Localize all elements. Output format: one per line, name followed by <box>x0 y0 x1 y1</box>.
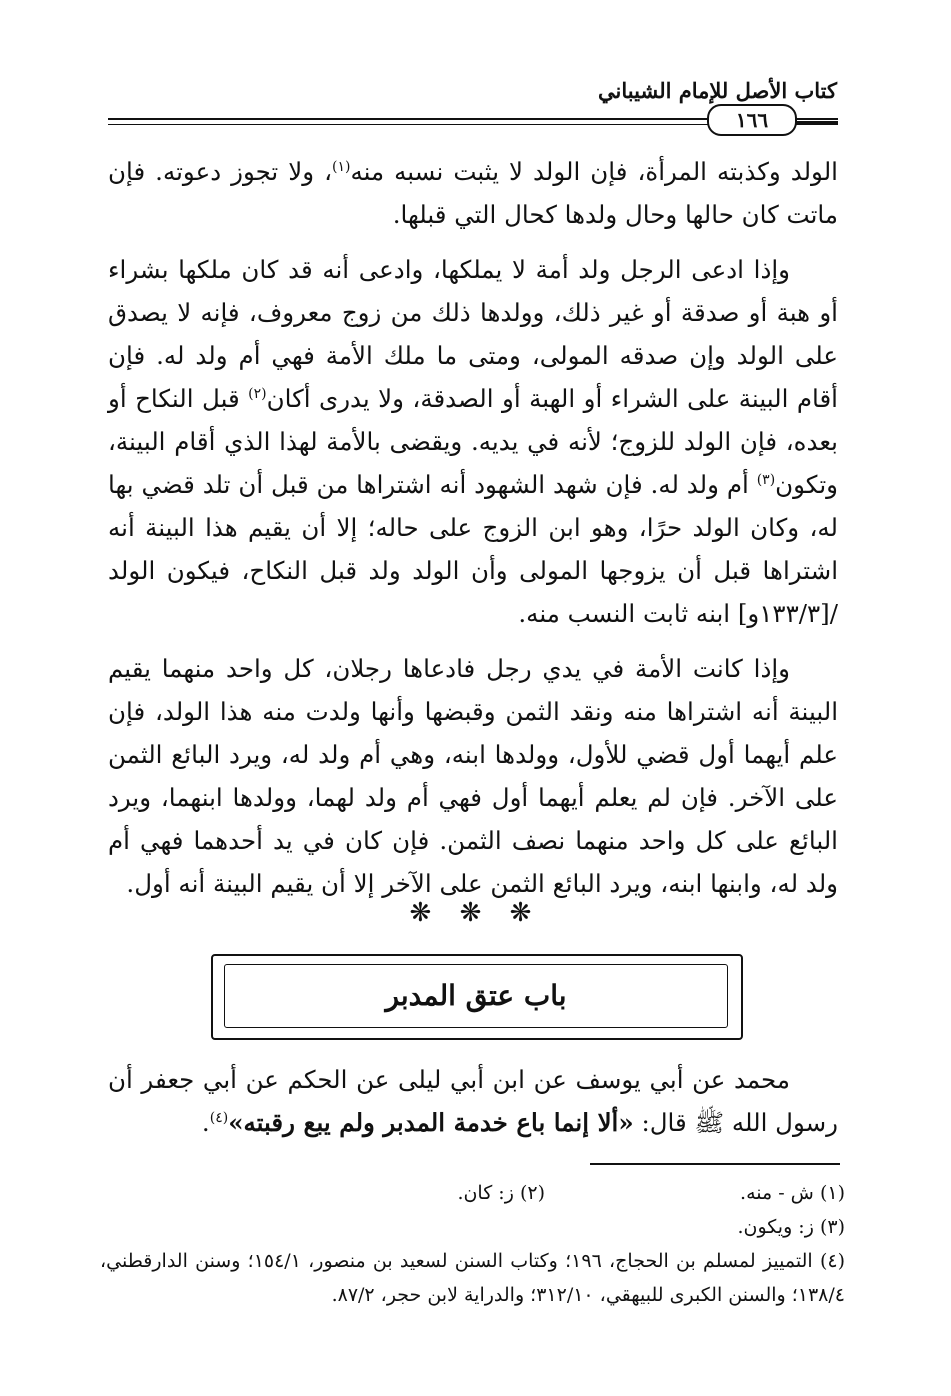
section-separator: ❋ ❋ ❋ <box>409 898 542 928</box>
paragraph-3: وإذا كانت الأمة في يدي رجل فادعاها رجلان، كل واحد منهما يقيم البينة أنه اشتراها منه ونقد الثمن وقبضها وأنها ولدت منه هذا الولد، فإن علم أيهما أول قضي للأول، وولدها ابنه، وهي أم ولد له، ويرد البائع الثمن على الآخر. فإن لم يعلم أيهما أول فهي أم ولد لهما، وولدها ابنهما، ويرد البائع على كل واحد منهما نصف الثمن. فإن كان في يد أحدهما فهي أم ولد له، وابنها ابنه، ويرد البائع الثمن على الآخر إلا أن يقيم البينة أنه أول. <box>108 654 838 898</box>
footnote-rule <box>590 1163 840 1165</box>
page-number: ١٦٦ <box>707 104 797 136</box>
running-header-title: كتاب الأصل للإمام الشيباني <box>598 78 837 103</box>
paragraph-2: وإذا ادعى الرجل ولد أمة لا يملكها، وادعى أنه قد كان ملكها بشراء أو هبة أو صدقة أو غير ذلك، وولدها ذلك من زوج معروف، فإنه لا يصدق على الولد وإن صدقه المولى، ومتى ما ملك الأمة فهي أم ولد له. فإن أقام البينة على الشراء أو الهبة أو الصدقة، ولا يدرى أكان$^{(٢)}$ قبل النكاح أو بعده، فإن الولد للزوج؛ لأنه في يديه. ويقضى بالأمة لهذا الذي أقام البينة، وتكون$^{(٣)}$ أم ولد له. فإن شهد الشهود أنه اشتراها من قبل أن تلد قضي بها له، وكان الولد حرًا، وهو ابن الزوج على حاله؛ إلا أن يقيم هذا البينة أنه اشتراها قبل أن يزوجها المولى وأن الولد ولد قبل النكاح، فيكون الولد /[١٣٣/٣و] ابنه ثابت النسب منه. <box>108 255 839 628</box>
footnote-4: (٤) التمييز لمسلم بن الحجاج، ١٩٦؛ وكتاب السنن لسعيد بن منصور، ١٥٤/١؛ وسنن الدارقطني، ١٣٨/٤؛ والسنن الكبرى للبيهقي، ٣١٢/١٠؛ والدراية لابن حجر، ٨٧/٢. <box>100 1250 845 1306</box>
footnote-ref-4[interactable]: (٤) <box>209 1109 229 1126</box>
footnote-1: (١) ش - منه. <box>740 1182 845 1204</box>
main-text <box>108 150 838 905</box>
hadith-text <box>108 1058 838 1144</box>
hadith-quote: «ألا إنما باع خدمة المدبر ولم يبع رقبته» <box>228 1108 634 1137</box>
footnote-ref-3[interactable]: (٣) <box>756 471 776 488</box>
paragraph-1: الولد وكذبته المرأة، فإن الولد لا يثبت نسبه منه$^{(١)}$، ولا تجوز دعوته. فإن ماتت كان حالها وحال ولدها كحال التي قبلها. <box>108 157 838 229</box>
chapter-title: باب عتق المدبر <box>224 964 728 1028</box>
footnote-row <box>100 1210 845 1244</box>
footnote-ref-2[interactable]: (٢) <box>248 385 267 402</box>
footnote-row <box>100 1176 845 1210</box>
footnote-3: (٣) ز: ويكون. <box>737 1216 845 1238</box>
paragraph-hadith: محمد عن أبي يوسف عن ابن أبي ليلى عن الحكم عن أبي جعفر أن رسول الله ﷺ قال: «ألا إنما باع خدمة المدبر ولم يبع رقبته»$^{(٤)}$. <box>108 1065 838 1137</box>
footnote-ref-1[interactable]: (١) <box>332 158 351 175</box>
footnote-2: (٢) ز: كان. <box>457 1182 545 1204</box>
footnotes <box>100 1176 845 1312</box>
